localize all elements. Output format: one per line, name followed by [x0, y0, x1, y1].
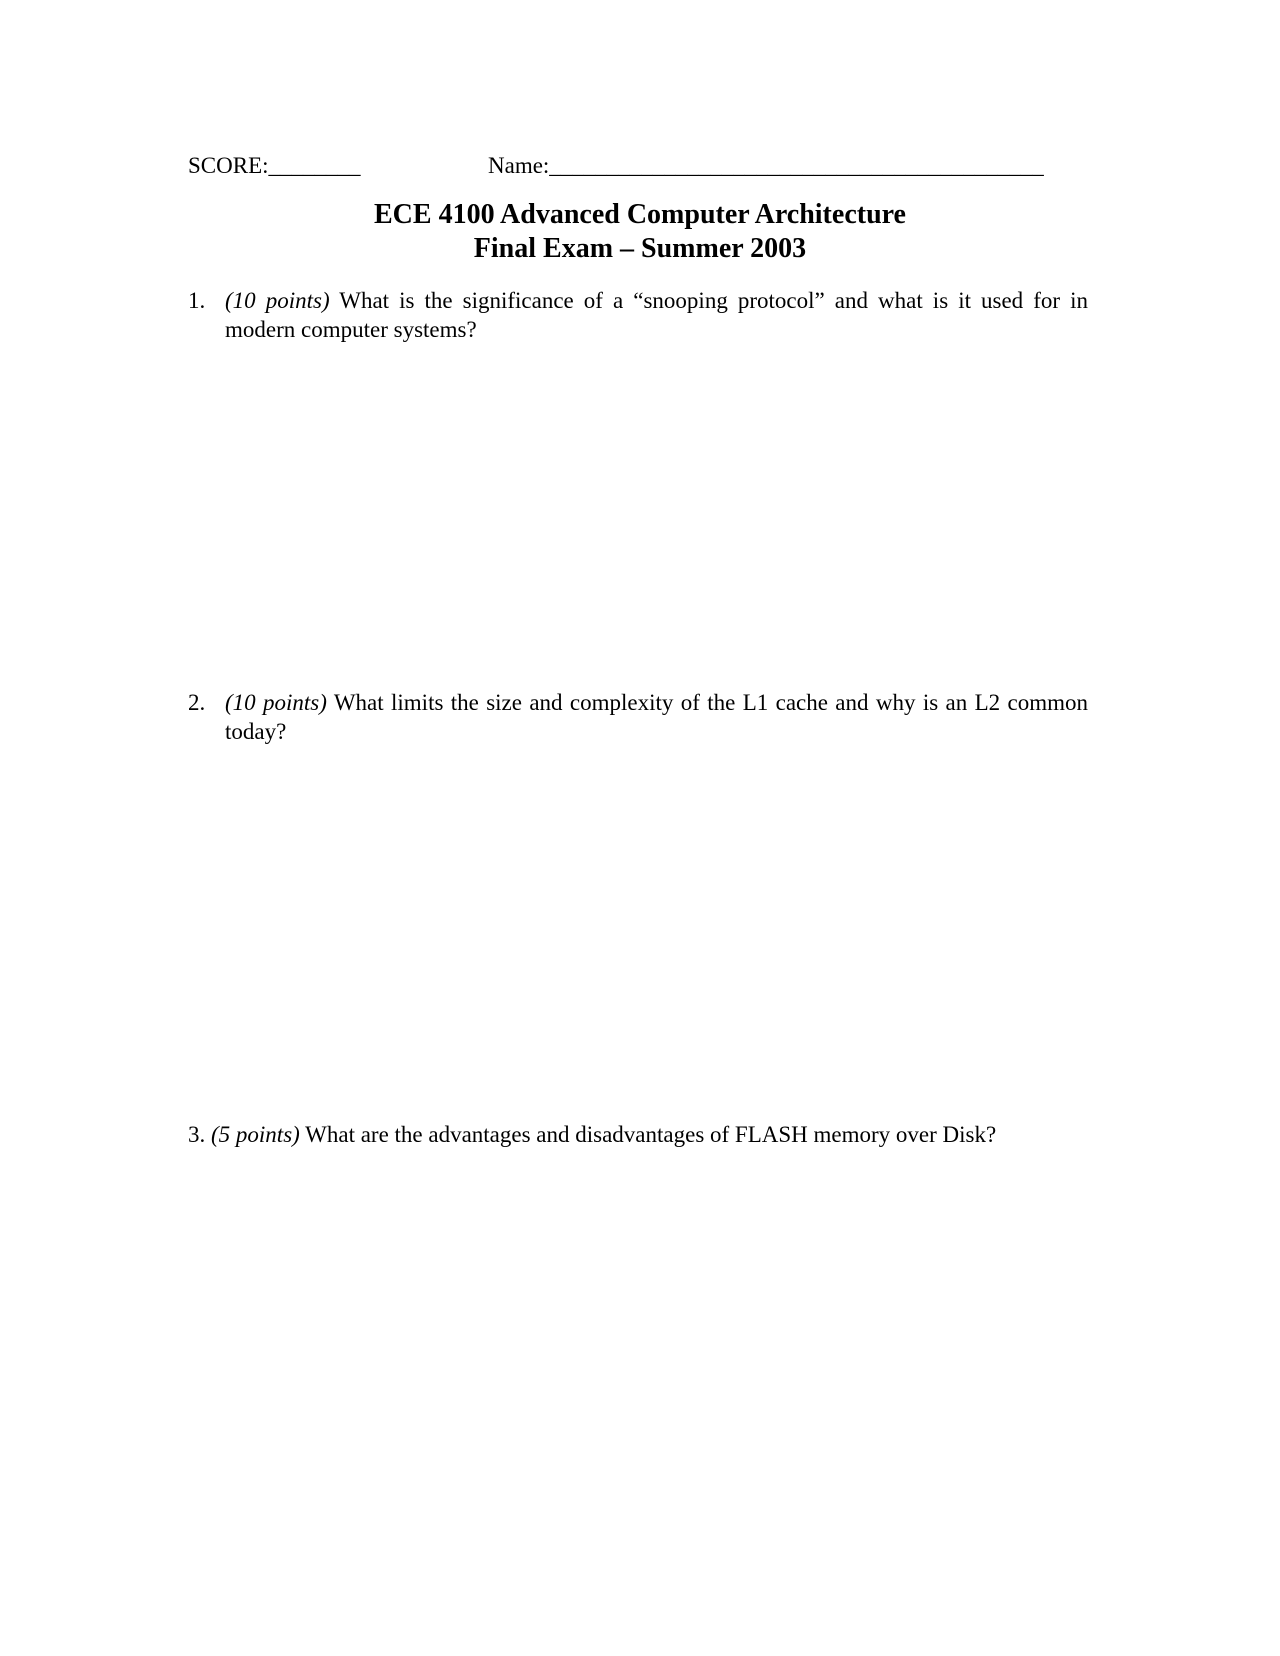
question-text: What are the advantages and disadvantages of FLASH memory over Disk? [299, 1122, 997, 1147]
name-field: Name:___________________________________________ [488, 153, 1044, 178]
question-points: (10 points) [225, 288, 330, 313]
question-number: 1. [188, 288, 206, 313]
question-text: What is the significance of a “snooping protocol” and what is it used for in modern computer systems? [225, 288, 1088, 342]
question-points: (10 points) [225, 690, 327, 715]
question-points: (5 points) [211, 1122, 300, 1147]
question-number: 3. [188, 1122, 206, 1147]
exam-subtitle: Final Exam – Summer 2003 [473, 233, 807, 264]
question-text: What limits the size and complexity of the L1 cache and why is an L2 common today? [225, 690, 1088, 744]
question-2 [188, 688, 1088, 746]
header-line [188, 150, 1088, 182]
question-number: 2. [188, 690, 206, 715]
question-body [225, 688, 1088, 746]
question-1 [188, 286, 1088, 344]
question-body [225, 286, 1088, 344]
exam-title [0, 198, 1280, 266]
question-3 [188, 1120, 1108, 1149]
course-title: ECE 4100 Advanced Computer Architecture [374, 199, 906, 230]
score-field: SCORE:________ [188, 153, 361, 178]
